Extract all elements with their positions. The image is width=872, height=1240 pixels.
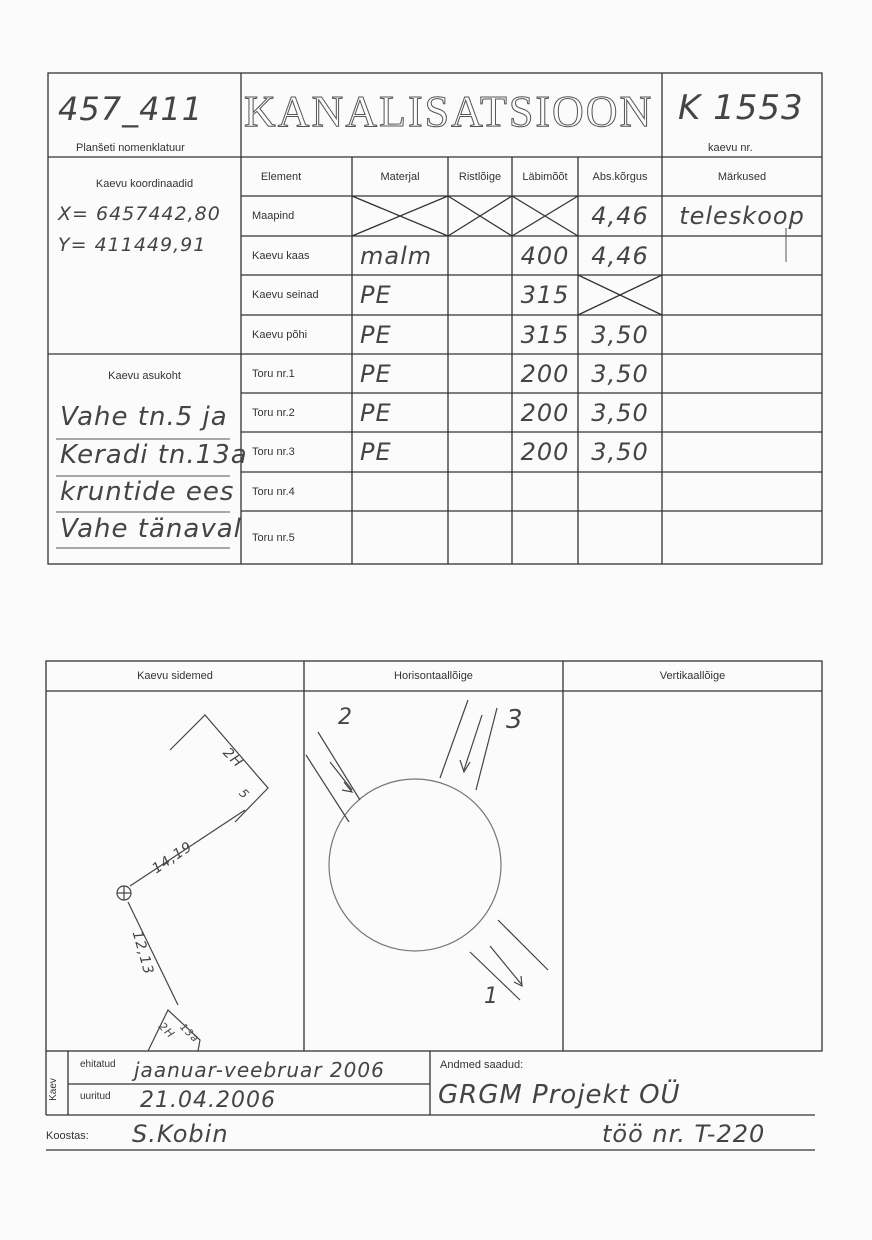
row-element-label: Toru nr.5 bbox=[252, 531, 295, 544]
col-header-element: Element bbox=[260, 170, 302, 183]
row-element-label: Kaevu seinad bbox=[252, 289, 319, 301]
row-material: PE bbox=[360, 320, 392, 349]
row-diameter: 315 bbox=[520, 281, 570, 309]
coords-label: Kaevu koordinaadid bbox=[95, 178, 194, 190]
row-note bbox=[662, 511, 822, 564]
data-source-value: GRGM Projekt OÜ bbox=[438, 1080, 681, 1110]
pipe-label-3: 3 bbox=[506, 705, 524, 735]
pipe-label-2: 2 bbox=[338, 705, 353, 730]
location-sketch bbox=[117, 715, 268, 1051]
row-note bbox=[662, 432, 822, 472]
col-header-abs-height: Abs.kõrgus bbox=[592, 170, 648, 183]
house-number: 5 bbox=[236, 785, 253, 803]
row-material bbox=[352, 472, 448, 511]
row-diameter: 200 bbox=[520, 438, 570, 466]
plan-label: Planšeti nomenklatuur bbox=[76, 142, 185, 154]
row-diameter bbox=[512, 472, 578, 511]
col-header-diameter: Läbimõõt bbox=[522, 170, 568, 183]
row-material bbox=[352, 511, 448, 564]
row-element-label: Toru nr.3 bbox=[252, 446, 295, 458]
col-header-material: Materjal bbox=[380, 170, 420, 183]
location-line: Vahe tänaval bbox=[60, 514, 242, 544]
row-note bbox=[662, 315, 822, 354]
page-title: KANALISATSIOON bbox=[244, 87, 654, 136]
measured-label: uuritud bbox=[80, 1091, 111, 1102]
row-note: teleskoop bbox=[679, 202, 805, 230]
data-source-label: Andmed saadud: bbox=[440, 1059, 524, 1071]
house-number: 13a bbox=[177, 1021, 201, 1046]
location-label: Kaevu asukoht bbox=[108, 370, 181, 382]
row-abs-height bbox=[578, 275, 662, 315]
row-diameter: 400 bbox=[520, 241, 570, 270]
row-diameter: 200 bbox=[520, 398, 570, 427]
col-header-cross-section: Ristlõige bbox=[458, 170, 502, 183]
row-element-label: Kaevu põhi bbox=[252, 328, 308, 341]
row-abs-height: 3,50 bbox=[591, 359, 649, 388]
coord-x: X= 6457442,80 bbox=[58, 203, 221, 225]
row-abs-height bbox=[578, 472, 662, 511]
author-value: S.Kobin bbox=[132, 1120, 229, 1148]
row-diameter: 200 bbox=[520, 359, 570, 388]
row-abs-height: 4,46 bbox=[591, 202, 649, 230]
row-abs-height: 3,50 bbox=[591, 320, 649, 349]
built-value: jaanuar-veebruar 2006 bbox=[134, 1058, 385, 1082]
well-label: kaevu nr. bbox=[708, 142, 753, 154]
row-material: PE bbox=[360, 281, 392, 309]
plan-number: 457_411 bbox=[58, 90, 204, 128]
distance-label: 14,19 bbox=[149, 838, 196, 878]
row-abs-height: 3,50 bbox=[591, 438, 649, 466]
row-element-label: Maapind bbox=[252, 210, 295, 222]
location-line: Keradi tn.13a bbox=[60, 440, 248, 470]
row-note bbox=[662, 236, 822, 275]
location-line: kruntide ees bbox=[60, 477, 235, 507]
row-material bbox=[352, 196, 448, 236]
row-abs-height: 4,46 bbox=[591, 241, 649, 270]
row-material: PE bbox=[360, 359, 392, 388]
row-abs-height: 3,50 bbox=[591, 398, 649, 427]
pipe-label-1: 1 bbox=[484, 984, 499, 1009]
well-side-label: Kaev bbox=[47, 1078, 59, 1101]
row-diameter bbox=[512, 511, 578, 564]
house-label: 2H bbox=[219, 744, 246, 772]
col-header-connections: Kaevu sidemed bbox=[137, 670, 213, 682]
well-number: K 1553 bbox=[678, 88, 804, 128]
row-diameter bbox=[512, 196, 578, 236]
row-note bbox=[662, 275, 822, 315]
location-line: Vahe tn.5 ja bbox=[60, 402, 228, 432]
author-label: Koostas: bbox=[46, 1130, 89, 1142]
col-header-horizontal: Horisontaallõige bbox=[394, 670, 473, 682]
row-element-label: Toru nr.1 bbox=[252, 367, 295, 380]
built-label: ehitatud bbox=[80, 1059, 116, 1070]
row-element-label: Kaevu kaas bbox=[252, 249, 310, 262]
row-material: PE bbox=[360, 398, 392, 427]
col-header-vertical: Vertikaallõige bbox=[659, 670, 726, 682]
row-note bbox=[662, 472, 822, 511]
work-number: töö nr. T-220 bbox=[602, 1120, 766, 1148]
row-diameter: 315 bbox=[520, 320, 570, 349]
row-note bbox=[662, 354, 822, 393]
coord-y: Y= 411449,91 bbox=[58, 234, 207, 256]
horizontal-section bbox=[306, 700, 548, 1000]
distance-label: 12,13 bbox=[128, 929, 157, 977]
row-material: PE bbox=[360, 438, 392, 466]
row-element-label: Toru nr.4 bbox=[252, 485, 295, 498]
house-label: 2H bbox=[155, 1019, 178, 1042]
row-abs-height bbox=[578, 511, 662, 564]
row-note bbox=[662, 393, 822, 432]
row-element-label: Toru nr.2 bbox=[252, 406, 295, 419]
measured-value: 21.04.2006 bbox=[140, 1088, 276, 1113]
well-side-box bbox=[46, 1060, 68, 1110]
col-header-notes: Märkused bbox=[717, 170, 767, 183]
row-material: malm bbox=[360, 241, 433, 270]
